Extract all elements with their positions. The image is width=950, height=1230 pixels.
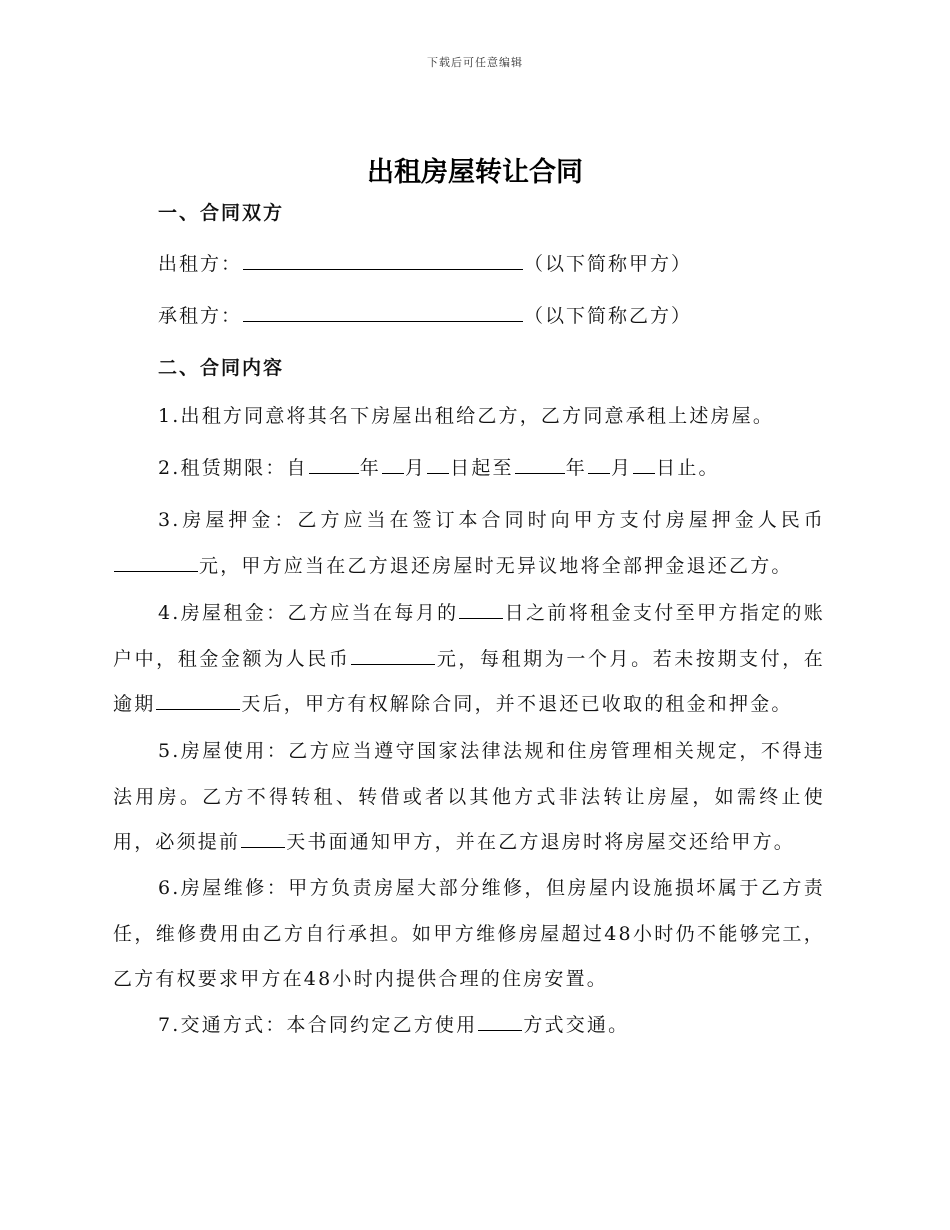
lessee-line [158,301,692,328]
clause-2-text-1: 2.租赁期限：自 [158,457,308,479]
lessor-line [158,249,692,276]
end-day-blank[interactable] [633,456,655,474]
transport-mode-blank[interactable] [478,1013,522,1031]
clause-2-text-3: 月 [404,457,427,479]
document-title: 出租房屋转让合同 [367,157,583,188]
clause-6: 6.房屋维修：甲方负责房屋大部分维修，但房屋内设施损坏属于乙方责任，维修费用由乙方自行承担。如甲方维修房屋超过48小时仍不能够完工，乙方有权要求甲方在48小时内提供合理的住房安置。 [113,877,825,990]
clause-3 [113,498,825,589]
clause-7-text-2: 方式交通。 [523,1014,630,1036]
start-year-blank[interactable] [309,456,359,474]
clause-4-text-1: 4.房屋租金：乙方应当在每月的 [158,602,459,624]
clause-2 [113,446,825,492]
clause-2-text-2: 年 [359,457,381,479]
clause-2-text-5: 年 [565,457,587,479]
start-day-blank[interactable] [427,456,449,474]
rent-due-day-blank[interactable] [459,601,503,619]
clause-2-text-4: 日起至 [450,457,514,479]
clause-7 [113,1003,825,1049]
deposit-amount-blank[interactable] [114,553,198,571]
lessor-label: 出租方： [158,253,243,275]
rent-amount-blank[interactable] [351,646,435,664]
clause-5-text-1: 5.房屋使用：乙方应当遵守国家法律法规和住房管理相关规定，不得违法用房。乙方不得转租、转借或者以其他方式非法转让房屋，如需终止使用，必须提前 [113,740,825,853]
clause-3-text-1: 3.房屋押金：乙方应当在签订本合同时向甲方支付房屋押金人民币 [158,509,825,531]
clause-4 [113,591,825,728]
clause-2-text-6: 月 [610,457,633,479]
clause-1: 1.出租方同意将其名下房屋出租给乙方，乙方同意承租上述房屋。 [158,405,775,427]
lessee-suffix: （以下简称乙方） [524,305,693,327]
clause-4-text-3: 元，每租期为一个月。若未按期支付，在逾期 [113,647,825,715]
clause-2-text-7: 日止。 [656,457,720,479]
clause-4-text-2: 日之前将租金支付至甲方指定的账户中，租金金额为人民币 [113,602,825,670]
lessee-label: 承租方： [158,305,243,327]
lessor-blank[interactable] [243,252,523,270]
page-header-note: 下载后可任意编辑 [427,56,523,69]
clause-4-text-4: 天后，甲方有权解除合同，并不退还已收取的租金和押金。 [241,693,793,715]
notice-days-blank[interactable] [241,830,285,848]
overdue-days-blank[interactable] [156,692,240,710]
section-heading-parties: 一、合同双方 [158,202,285,224]
clause-5-text-2: 天书面通知甲方，并在乙方退房时将房屋交还给甲方。 [286,831,796,853]
clause-5 [113,729,825,866]
clause-3-text-2: 元，甲方应当在乙方退还房屋时无异议地将全部押金退还乙方。 [199,554,793,577]
lessee-blank[interactable] [243,304,523,322]
section-heading-content: 二、合同内容 [158,357,285,379]
end-year-blank[interactable] [515,456,565,474]
clause-7-text-1: 7.交通方式：本合同约定乙方使用 [158,1014,478,1036]
start-month-blank[interactable] [382,456,404,474]
lessor-suffix: （以下简称甲方） [524,253,693,275]
end-month-blank[interactable] [588,456,610,474]
